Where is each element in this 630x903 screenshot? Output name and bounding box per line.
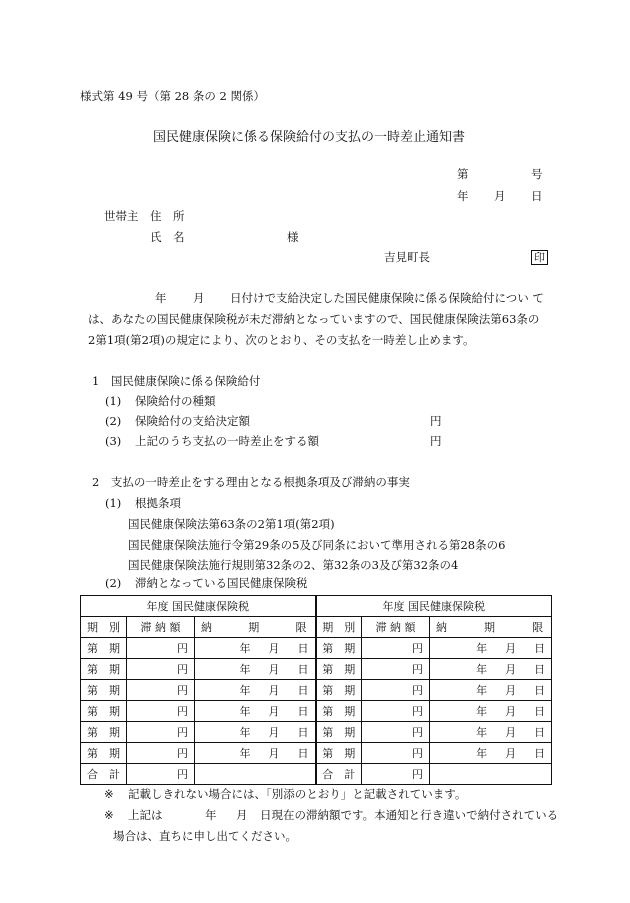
section1-item3-num: (3) — [105, 434, 122, 448]
note1-mark: ※ — [104, 787, 114, 801]
seal-mark: 印 — [531, 250, 548, 265]
amount-cell: 円 — [127, 722, 195, 743]
section2-sub1-num: (1) — [105, 496, 122, 510]
note2-text-b: 日現在の滞納額です。本通知と行き違いで納付されている — [260, 808, 559, 822]
table-row — [81, 659, 552, 680]
total-label: 合 計 — [81, 764, 127, 785]
body-line1-year: 年 — [155, 291, 167, 305]
section1-heading: 1 国民健康保険に係る保険給付 — [92, 374, 261, 388]
body-line3: 2第1項(第2項)の規定により、次のとおり、その支払を一時差し止めます。 — [88, 333, 475, 347]
amount-cell: 円 — [127, 701, 195, 722]
col-amount-header: 滞 納 額 — [127, 617, 195, 638]
section1-item3-unit: 円 — [430, 434, 442, 448]
due-date-cell: 年 月 日 — [430, 680, 552, 701]
note2-month: 月 — [236, 808, 248, 822]
period-cell: 第 期 — [81, 638, 127, 659]
table-row — [81, 680, 552, 701]
note2-text-a: 上記は — [128, 808, 163, 822]
col-amount-header: 滞 納 額 — [362, 617, 430, 638]
section1-item1-text: 保険給付の種類 — [135, 394, 216, 408]
due-date-cell: 年 月 日 — [430, 638, 552, 659]
due-date-cell: 年 月 日 — [195, 659, 316, 680]
right-group-header: 年度 国民健康保険税 — [316, 596, 552, 617]
due-date-cell: 年 月 日 — [195, 743, 316, 764]
col-limit-header: 納 期 限 — [430, 617, 552, 638]
section2-sub2-label: 滞納となっている国民健康保険税 — [135, 576, 308, 590]
document-title: 国民健康保険に係る保険給付の支払の一時差止通知書 — [153, 130, 466, 145]
period-cell: 第 期 — [316, 659, 362, 680]
honorific: 様 — [287, 230, 299, 244]
period-cell: 第 期 — [81, 659, 127, 680]
amount-cell: 円 — [127, 638, 195, 659]
period-cell: 第 期 — [316, 680, 362, 701]
total-amount: 円 — [362, 764, 430, 785]
issue-date-year: 年 — [457, 189, 469, 203]
amount-cell: 円 — [127, 743, 195, 764]
due-date-cell: 年 月 日 — [195, 680, 316, 701]
period-cell: 第 期 — [316, 638, 362, 659]
amount-cell: 円 — [362, 701, 430, 722]
table-row — [81, 722, 552, 743]
provision-3: 国民健康保険法施行規則第32条の2、第32条の3及び第32条の4 — [128, 558, 459, 572]
due-date-cell: 年 月 日 — [430, 659, 552, 680]
note2-year: 年 — [205, 808, 217, 822]
note2-mark: ※ — [104, 808, 114, 822]
total-label: 合 計 — [316, 764, 362, 785]
table-total-row — [81, 764, 552, 785]
due-date-cell: 年 月 日 — [430, 743, 552, 764]
doc-number-suffix: 号 — [531, 167, 543, 181]
section1-item2-unit: 円 — [430, 414, 442, 428]
delinquent-tax-table — [80, 595, 552, 785]
due-date-cell: 年 月 日 — [195, 722, 316, 743]
amount-cell: 円 — [127, 680, 195, 701]
period-cell: 第 期 — [81, 701, 127, 722]
col-limit-header: 納 期 限 — [195, 617, 316, 638]
section2-heading: 2 支払の一時差止をする理由となる根拠条項及び滞納の事実 — [92, 475, 410, 489]
issue-date-day: 日 — [531, 189, 543, 203]
amount-cell: 円 — [362, 638, 430, 659]
table-group-header-row — [81, 596, 552, 617]
section2-sub1-label: 根拠条項 — [135, 496, 181, 510]
due-date-cell: 年 月 日 — [430, 701, 552, 722]
provision-1: 国民健康保険法第63条の2第1項(第2項) — [128, 517, 335, 531]
due-date-cell: 年 月 日 — [195, 701, 316, 722]
doc-number-prefix: 第 — [457, 167, 469, 181]
table-row — [81, 638, 552, 659]
amount-cell: 円 — [127, 659, 195, 680]
table-row — [81, 743, 552, 764]
total-amount: 円 — [127, 764, 195, 785]
due-date-cell: 年 月 日 — [430, 722, 552, 743]
address-label: 住 所 — [150, 209, 185, 223]
body-line1-text: 日付けで支給決定した国民健康保険に係る保険給付につい て — [230, 291, 544, 305]
left-group-header: 年度 国民健康保険税 — [81, 596, 316, 617]
total-empty-cell — [430, 764, 552, 785]
period-cell: 第 期 — [81, 722, 127, 743]
name-label: 氏 名 — [150, 230, 185, 244]
section1-item2-num: (2) — [105, 414, 122, 428]
section2-sub2-num: (2) — [105, 576, 122, 590]
form-number: 様式第 49 号（第 28 条の 2 関係） — [80, 89, 266, 103]
table-row — [81, 701, 552, 722]
col-period-header: 期 別 — [81, 617, 127, 638]
amount-cell: 円 — [362, 743, 430, 764]
amount-cell: 円 — [362, 722, 430, 743]
amount-cell: 円 — [362, 659, 430, 680]
provision-2: 国民健康保険法施行令第29条の5及び同条において準用される第28条の6 — [128, 538, 506, 552]
period-cell: 第 期 — [81, 743, 127, 764]
issue-date-month: 月 — [494, 189, 506, 203]
col-period-header: 期 別 — [316, 617, 362, 638]
table-column-header-row — [81, 617, 552, 638]
due-date-cell: 年 月 日 — [195, 638, 316, 659]
issuer-name: 吉見町長 — [384, 250, 430, 264]
total-empty-cell — [195, 764, 316, 785]
body-line1-month: 月 — [193, 291, 205, 305]
period-cell: 第 期 — [316, 722, 362, 743]
period-cell: 第 期 — [81, 680, 127, 701]
period-cell: 第 期 — [316, 743, 362, 764]
note1-text: 記載しきれない場合には、「別添のとおり」と記載されています。 — [128, 787, 467, 801]
section1-item2-text: 保険給付の支給決定額 — [135, 414, 250, 428]
amount-cell: 円 — [362, 680, 430, 701]
note2-line2: 場合は、直ちに申し出てください。 — [113, 829, 297, 843]
section1-item3-text: 上記のうち支払の一時差止をする額 — [135, 434, 319, 448]
period-cell: 第 期 — [316, 701, 362, 722]
householder-label: 世帯主 — [104, 209, 139, 223]
section1-item1-num: (1) — [105, 394, 122, 408]
body-line2: は、あなたの国民健康保険税が未だ滞納となっていますので、国民健康保険法第63条の — [88, 312, 540, 326]
